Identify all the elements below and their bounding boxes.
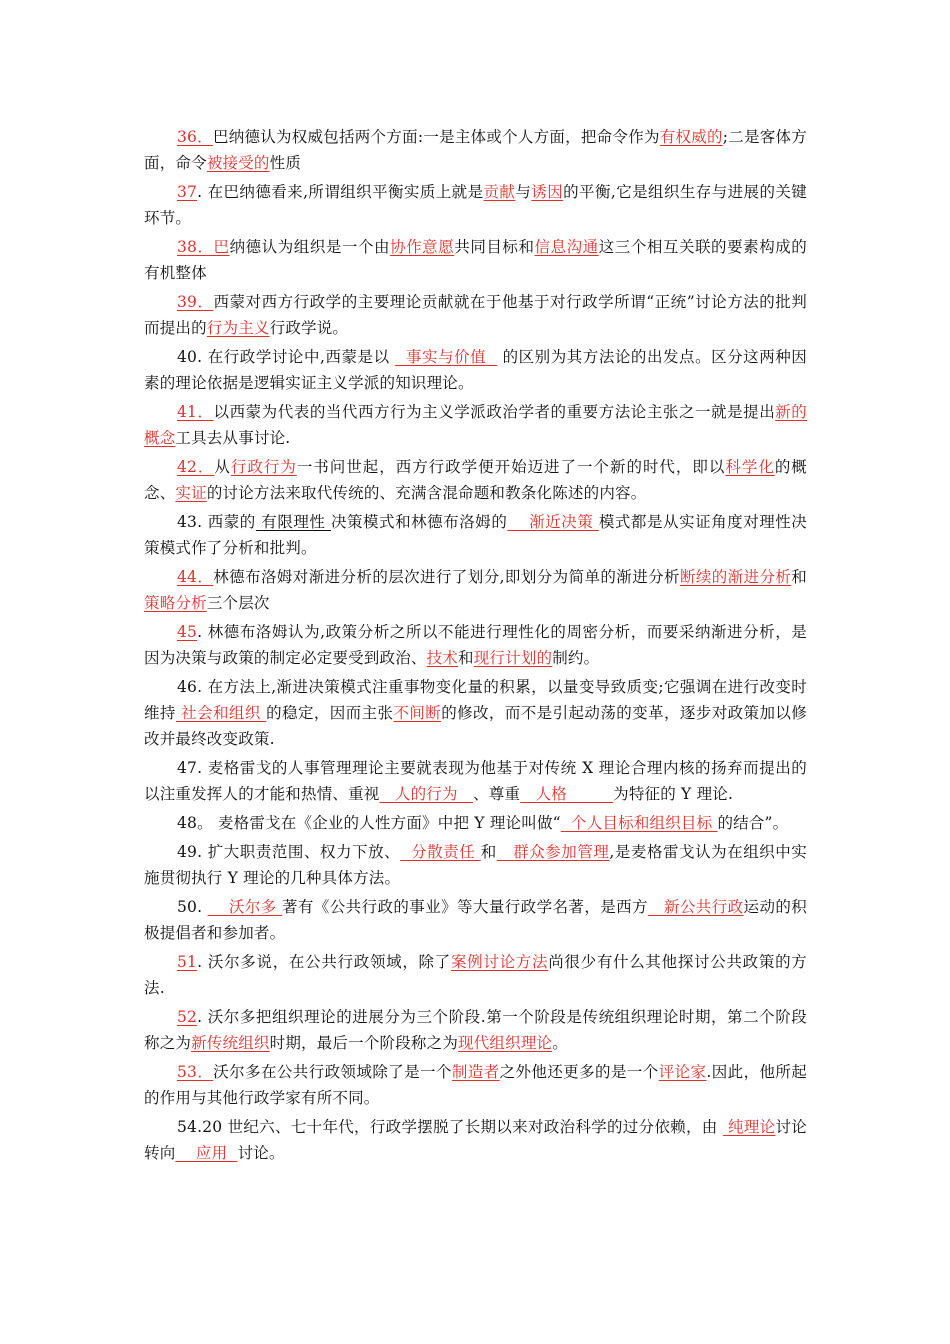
text-segment: 尚很少有什么其他探讨公共政策的方法. [144, 953, 807, 997]
answer-blank: 36． [177, 128, 213, 146]
text-segment: 与 [515, 183, 532, 201]
text-segment: 行政学说。 [269, 319, 349, 337]
answer-blank: 38．巴 [177, 238, 230, 256]
answer-blank: 行为主义 [206, 319, 270, 337]
answer-blank: 群众参加管理 [496, 843, 610, 861]
text-segment: 林德布洛姆对渐进分析的层次进行了划分,即划分为简单的渐进分析 [213, 568, 680, 586]
question-paragraph [144, 674, 807, 752]
text-segment: 、尊重 [473, 785, 521, 803]
text-segment: 纳德认为组织是一个由 [229, 238, 391, 256]
answer-blank: 科学化 [725, 458, 775, 476]
text-segment: 的结合”。 [717, 814, 789, 832]
question-paragraph [144, 755, 807, 807]
text-segment: 著有《公共行政的事业》等大量行政学名著，是西方 [282, 898, 648, 916]
text-segment: 制约。 [552, 649, 600, 667]
text-segment: 的概念、 [144, 458, 807, 502]
text-segment: ;二是客体方面，命令 [144, 128, 807, 172]
question-paragraph [144, 509, 807, 561]
answer-blank: 分散责任 [400, 843, 481, 861]
answer-blank: 制造者 [451, 1063, 500, 1081]
text-segment: 三个层次 [206, 594, 270, 612]
answer-blank: 有限理性 [255, 513, 331, 531]
answer-blank: 44． [177, 568, 214, 586]
text-segment: 和 [480, 843, 497, 861]
text-segment: 50. [177, 898, 208, 916]
answer-blank: 策略分析 [144, 594, 207, 612]
question-paragraph [144, 894, 807, 946]
question-paragraph [144, 1059, 807, 1111]
answer-blank: 现代组织理论 [458, 1034, 553, 1052]
answer-blank: 信息沟通 [534, 238, 599, 256]
question-paragraph [144, 399, 807, 451]
question-paragraph [144, 234, 807, 286]
text-segment: 47. 麦格雷戈的人事管理理论主要就表现为他基于对传统 X 理论合理内核的扬弃而提出的以注重发挥人的才能和热情、重视 [144, 759, 807, 803]
answer-blank: 人的行为 [379, 785, 474, 803]
question-paragraph [144, 839, 807, 891]
text-segment: 和 [458, 649, 474, 667]
text-segment: 从 [214, 458, 231, 476]
text-segment: 沃尔多在公共行政领域除了是一个 [213, 1063, 452, 1081]
text-segment: 一书问世起，西方行政学便开始迈进了一个新的时代，即以 [296, 458, 726, 476]
text-segment: 。 [552, 1034, 568, 1052]
answer-blank: 渐近决策 [507, 513, 599, 531]
text-segment: 和 [791, 568, 807, 586]
answer-blank: 实证 [175, 484, 207, 502]
text-segment: 49. 扩大职责范围、权力下放、 [177, 843, 401, 861]
answer-blank: 45 [177, 623, 198, 641]
answer-blank: 52 [177, 1008, 198, 1026]
document-page [144, 124, 807, 1169]
answer-blank: 53． [177, 1063, 214, 1081]
answer-blank: 人格 [520, 785, 614, 803]
text-segment: .因此，他所起的作用与其他行政学家有所不同。 [144, 1063, 807, 1107]
text-segment: 的修改，而不是引起动荡的变革，逐步对政策加以修改并最终改变政策. [144, 704, 808, 748]
text-segment: 为特征的 Y 理论. [613, 785, 734, 803]
text-segment: 46. 在方法上,渐进决策模式注重事物变化量的积累，以量变导致质变;它强调在进行改变时维持 [144, 678, 807, 722]
answer-blank: 42． [177, 458, 215, 476]
text-segment: 讨论。 [237, 1144, 285, 1162]
answer-blank: 个人目标和组织目标 [560, 814, 718, 832]
answer-blank: 不间断 [393, 704, 442, 722]
text-segment: 的平衡,它是组织生存与进展的关键环节。 [144, 183, 807, 227]
text-segment: 性质 [269, 154, 302, 172]
text-segment: 这三个相互关联的要素构成的有机整体 [144, 238, 807, 282]
answer-blank: 41． [177, 403, 214, 421]
answer-blank: 行政行为 [230, 458, 297, 476]
answer-blank: 37 [177, 183, 198, 201]
answer-blank: 新传统组织 [191, 1034, 270, 1052]
text-segment: 巴纳德认为权威包括两个方面:一是主体或个人方面，把命令作为 [212, 128, 660, 146]
text-segment: 工具去从事讨论. [175, 429, 291, 447]
text-segment: 的区别为其方法论的出发点。区分这两种因素的理论依据是逻辑实证主义学派的知识理论。 [144, 348, 807, 392]
question-paragraph [144, 564, 807, 616]
answer-blank: 沃尔多 [207, 898, 283, 916]
text-segment: . 沃尔多把组织理论的进展分为三个阶段.第一个阶段是传统组织理论时期，第二个阶段称之为 [144, 1008, 807, 1052]
answer-blank: 纯理论 [722, 1118, 776, 1136]
text-segment: . 在巴纳德看来,所谓组织平衡实质上就是 [197, 183, 484, 201]
text-segment: 40. 在行政学讨论中,西蒙是以 [177, 348, 396, 366]
text-segment: 西蒙对西方行政学的主要理论贡献就在于他基于对行政学所谓“正统”讨论方法的批判而提出的 [144, 293, 808, 337]
text-segment: ,是麦格雷戈认为在组织中实施贯彻执行 Y 理论的几种具体方法。 [144, 843, 808, 887]
answer-blank: 新的概念 [144, 403, 807, 447]
answer-blank: 被接受的 [206, 154, 270, 172]
answer-blank: 51 [177, 953, 198, 971]
answer-blank: 评论家 [658, 1063, 707, 1081]
answer-blank: 案例讨论方法 [450, 953, 549, 971]
text-segment: 的稳定，因而主张 [266, 704, 394, 722]
answer-blank: 协作意愿 [390, 238, 455, 256]
answer-blank: 39． [177, 293, 214, 311]
answer-blank: 新公共行政 [647, 898, 744, 916]
text-segment: 决策模式和林德布洛姆的 [330, 513, 508, 531]
question-paragraph [144, 1114, 807, 1166]
answer-blank: 应用 [175, 1144, 238, 1162]
text-segment: 模式都是从实证角度对理性决策模式作了分析和批判。 [144, 513, 808, 557]
question-paragraph [144, 810, 807, 836]
answer-blank: 断续的渐进分析 [679, 568, 792, 586]
answer-blank: 现行计划的 [473, 649, 553, 667]
answer-blank: 技术 [426, 649, 459, 667]
answer-blank: 社会和组织 [175, 704, 267, 722]
question-paragraph [144, 454, 807, 506]
text-segment: 54.20 世纪六、七十年代，行政学摆脱了长期以来对政治科学的过分依赖，由 [177, 1118, 723, 1136]
text-segment: 以西蒙为代表的当代西方行为主义学派政治学者的重要方法论主张之一就是提出 [213, 403, 776, 421]
text-segment: 共同目标和 [454, 238, 535, 256]
text-segment: 的讨论方法来取代传统的、充满含混命题和教条化陈述的内容。 [206, 484, 647, 502]
text-segment: 48。 麦格雷戈在《企业的人性方面》中把 Y 理论叫做“ [177, 814, 561, 832]
question-paragraph [144, 289, 807, 341]
question-paragraph [144, 344, 807, 396]
text-segment: 运动的积极提倡者和参加者。 [144, 898, 807, 942]
text-segment: . 林德布洛姆认为,政策分析之所以不能进行理性化的周密分析，而要采纳渐进分析，是因为决策与政策的制定必定要受到政治、 [144, 623, 807, 667]
question-paragraph [144, 1004, 807, 1056]
text-segment: 43. 西蒙的 [177, 513, 256, 531]
question-paragraph [144, 619, 807, 671]
answer-blank: 贡献 [483, 183, 516, 201]
question-paragraph [144, 124, 807, 176]
text-segment: 之外他还更多的是一个 [499, 1063, 659, 1081]
question-paragraph [144, 179, 807, 231]
text-segment: 时期，最后一个阶段称之为 [269, 1034, 459, 1052]
answer-blank: 有权威的 [659, 128, 723, 146]
question-paragraph [144, 949, 807, 1001]
answer-blank: 事实与价值 [395, 348, 498, 366]
text-segment: 讨论转向 [144, 1118, 807, 1162]
text-segment: . 沃尔多说，在公共行政领域，除了 [197, 953, 451, 971]
answer-blank: 诱因 [531, 183, 564, 201]
